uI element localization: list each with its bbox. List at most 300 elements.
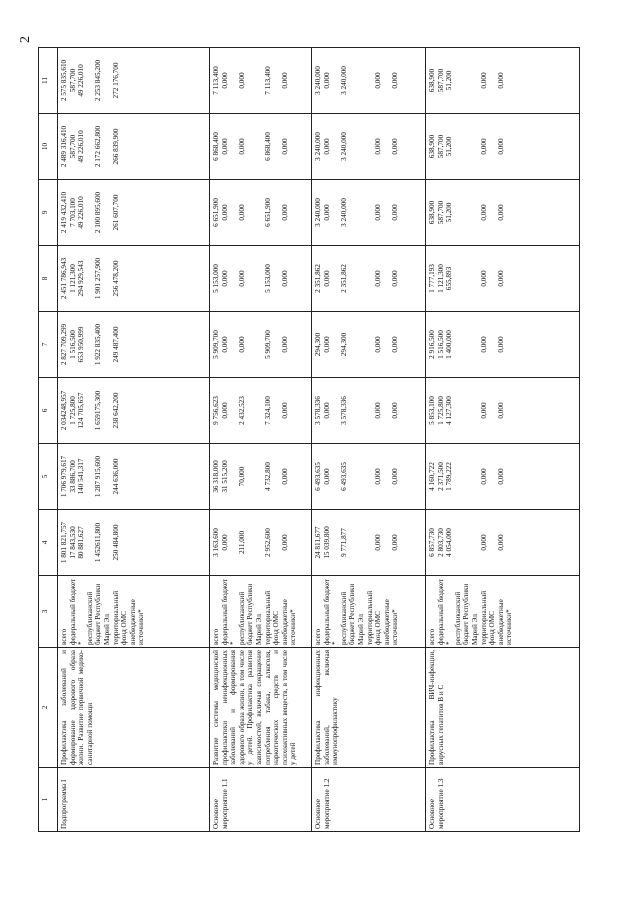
header-col-7: 7	[39, 312, 58, 378]
amount-value: 2 952,600	[263, 528, 272, 557]
funding-source-label: республиканский бюджет Республики Марий Эл	[453, 583, 479, 645]
amount-value: 2 100 895,600	[94, 191, 103, 234]
amount-cell-col9	[426, 180, 580, 246]
amount-value: 0,000	[391, 534, 400, 551]
amount-value: 49 226,010	[77, 130, 86, 163]
amount-value: 266 839,900	[111, 128, 120, 165]
amount-value: 1 452611,800	[94, 522, 103, 563]
funding-source-label: внебюджетные источники*	[280, 599, 298, 645]
amount-value	[246, 512, 255, 573]
header-col-3: 3	[39, 576, 58, 648]
amount-value	[471, 182, 480, 243]
amount-value: 587,700	[68, 68, 77, 93]
amount-value: 0,000	[280, 270, 289, 287]
amount-value	[86, 116, 95, 177]
amount-value	[246, 248, 255, 309]
amount-value: 36 318,000	[212, 460, 220, 493]
amount-value	[272, 446, 281, 507]
amount-value	[255, 182, 264, 243]
amount-value	[229, 116, 238, 177]
amount-value: 0,000	[220, 402, 229, 419]
amount-value: 3 240,000	[339, 66, 348, 95]
amount-value	[383, 512, 392, 573]
header-col-1: 1	[39, 768, 58, 832]
amount-value	[272, 182, 281, 243]
amount-value: 0,000	[237, 138, 246, 155]
amount-value: 294,300	[314, 332, 322, 357]
amount-value: 0,000	[374, 270, 383, 287]
amount-value: 5 853,100	[428, 396, 436, 425]
amount-value: 5 153,000	[263, 264, 272, 293]
amount-value: 4 127,300	[445, 396, 454, 425]
amount-value	[357, 446, 366, 507]
amount-value: 0,000	[280, 72, 289, 89]
amount-value: 5 909,700	[263, 330, 272, 359]
amount-value: 4 054,000	[445, 528, 454, 557]
amount-value	[246, 314, 255, 375]
amount-value	[103, 248, 112, 309]
amount-value	[454, 314, 463, 375]
table-row	[426, 48, 580, 832]
amount-value	[383, 116, 392, 177]
amount-value: 9 771,877	[339, 528, 348, 557]
funding-source-label: всего	[428, 628, 436, 645]
amount-cell-col7	[312, 312, 426, 378]
funding-source-label: внебюджетные источники*	[382, 599, 400, 645]
amount-value	[366, 182, 375, 243]
amount-value: 638,900	[428, 200, 436, 225]
amount-cell-col11	[312, 48, 426, 114]
amount-value	[246, 116, 255, 177]
amount-value	[471, 512, 480, 573]
amount-cell-col9	[58, 180, 210, 246]
amount-value: 0,000	[479, 204, 488, 221]
amount-value	[357, 314, 366, 375]
amount-value	[246, 50, 255, 111]
amount-value: 0,000	[237, 336, 246, 353]
amount-value: 0,000	[220, 204, 229, 221]
amount-value: 1 121,300	[436, 264, 445, 293]
amount-value: 2 575 835,610	[60, 59, 68, 102]
amount-value: 3 240,000	[339, 198, 348, 227]
amount-cell-col5	[210, 444, 312, 510]
amount-value	[103, 446, 112, 507]
table-row	[210, 48, 312, 832]
amount-value	[255, 116, 264, 177]
amount-value	[366, 50, 375, 111]
amount-value	[246, 446, 255, 507]
amount-value: 7 324,100	[263, 396, 272, 425]
amount-value: 587,700	[436, 68, 445, 93]
header-col-2: 2	[39, 648, 58, 768]
amount-value: 249 487,400	[111, 326, 120, 363]
row-description	[426, 648, 580, 768]
amount-value	[348, 380, 357, 441]
funding-source-label: федеральный бюджет *	[68, 578, 86, 645]
amount-value: 7 703,100	[68, 198, 77, 227]
amount-value: 70,000	[237, 466, 246, 487]
amount-value	[103, 314, 112, 375]
amount-value	[103, 512, 112, 573]
amount-value	[471, 446, 480, 507]
amount-value	[462, 512, 471, 573]
amount-value	[331, 50, 340, 111]
amount-cell-col10	[210, 114, 312, 180]
amount-value: 2 172 662,800	[94, 125, 103, 168]
amount-cell-col7	[210, 312, 312, 378]
amount-value	[462, 50, 471, 111]
row-name-text: Основное мероприятие 1.1	[212, 778, 229, 829]
page-number: 2	[18, 36, 33, 43]
amount-value	[255, 380, 264, 441]
amount-value	[488, 116, 497, 177]
amount-value: 17 843,530	[68, 526, 77, 559]
amount-value: 0,000	[479, 534, 488, 551]
amount-value	[454, 380, 463, 441]
amount-value	[471, 380, 480, 441]
amount-value	[454, 248, 463, 309]
amount-value	[86, 446, 95, 507]
amount-cell-col4	[210, 510, 312, 576]
amount-value	[86, 380, 95, 441]
amount-value: 256 478,200	[111, 260, 120, 297]
row-name-text: Подпрограмма I	[60, 779, 68, 829]
amount-value: 3 163,600	[212, 528, 220, 557]
amount-value	[348, 446, 357, 507]
amount-value	[86, 248, 95, 309]
amount-value: 250 484,800	[111, 524, 120, 561]
amount-value	[366, 116, 375, 177]
row-description-text: Профилактика заболеваний и формирование здорового образа жизни. Развитие первичной медико-санитарной помощи	[60, 650, 94, 765]
funding-source-label: территориальный фонд ОМС	[263, 590, 281, 645]
amount-value: 244 636,000	[111, 458, 120, 495]
amount-value: 7 113,400	[263, 66, 272, 95]
amount-value: 6 868,400	[263, 132, 272, 161]
row-description-text: Профилактика инфекционных заболеваний, включая иммунопрофилактику	[314, 650, 340, 765]
funding-source-label: республиканский бюджет Республики Марий Эл	[85, 583, 111, 645]
amount-value: 0,000	[322, 204, 331, 221]
amount-value: 124 705,657	[77, 392, 86, 429]
amount-value: 1 725,800	[436, 396, 445, 425]
amount-value: 0,000	[374, 534, 383, 551]
amount-value: 0,000	[391, 402, 400, 419]
amount-value: 587,700	[436, 134, 445, 159]
amount-value: 80 881,627	[77, 526, 86, 559]
amount-value	[488, 446, 497, 507]
amount-value	[357, 248, 366, 309]
amount-cell-col4	[312, 510, 426, 576]
funding-sources	[426, 576, 580, 648]
amount-value: 0,000	[322, 270, 331, 287]
amount-value: 0,000	[496, 534, 505, 551]
amount-value: 3 578,336	[314, 396, 322, 425]
amount-value: 0,000	[374, 468, 383, 485]
amount-value: 0,000	[280, 336, 289, 353]
amount-value	[488, 314, 497, 375]
amount-value: 0,000	[496, 402, 505, 419]
amount-value: 9 756,623	[212, 396, 220, 425]
amount-value	[246, 380, 255, 441]
amount-value: 261 607,700	[111, 194, 120, 231]
funding-sources	[58, 576, 210, 648]
amount-value	[229, 50, 238, 111]
amount-value: 7 113,400	[212, 66, 220, 95]
amount-value: 0,000	[322, 138, 331, 155]
row-name-text: Основное мероприятие 1.2	[314, 778, 331, 829]
amount-value	[229, 380, 238, 441]
amount-value	[272, 50, 281, 111]
amount-value	[103, 380, 112, 441]
amount-value: 1 516,500	[436, 330, 445, 359]
amount-value: 49 226,010	[77, 196, 86, 229]
budget-table	[38, 47, 580, 832]
amount-cell-col8	[426, 246, 580, 312]
amount-value: 0,000	[322, 468, 331, 485]
header-col-4: 4	[39, 510, 58, 576]
amount-value	[454, 50, 463, 111]
funding-source-label: территориальный фонд ОМС	[365, 590, 383, 645]
row-name	[426, 768, 580, 832]
amount-cell-col8	[210, 246, 312, 312]
amount-value: 0,000	[220, 336, 229, 353]
amount-cell-col11	[58, 48, 210, 114]
amount-value	[488, 50, 497, 111]
amount-value	[272, 248, 281, 309]
amount-value: 31 515,200	[220, 460, 229, 493]
amount-cell-col5	[312, 444, 426, 510]
amount-value: 0,000	[479, 468, 488, 485]
amount-value: 655,893	[445, 266, 454, 291]
amount-cell-col5	[58, 444, 210, 510]
amount-value	[462, 182, 471, 243]
amount-value: 3 240,000	[314, 132, 322, 161]
amount-value: 2 351,862	[339, 264, 348, 293]
amount-value	[86, 182, 95, 243]
amount-value	[348, 512, 357, 573]
amount-value	[454, 182, 463, 243]
amount-value	[462, 446, 471, 507]
amount-value: 1 121,300	[68, 264, 77, 293]
amount-value	[331, 446, 340, 507]
amount-value: 0,000	[391, 468, 400, 485]
amount-value	[366, 512, 375, 573]
amount-value: 0,000	[322, 336, 331, 353]
amount-value	[272, 380, 281, 441]
amount-value	[103, 116, 112, 177]
amount-value: 3 240,000	[339, 132, 348, 161]
amount-value	[229, 314, 238, 375]
amount-value: 0,000	[220, 534, 229, 551]
amount-value	[255, 446, 264, 507]
amount-cell-col6	[312, 378, 426, 444]
amount-value	[103, 50, 112, 111]
amount-value	[471, 50, 480, 111]
amount-value	[383, 50, 392, 111]
amount-value: 0,000	[374, 402, 383, 419]
amount-value: 653 950,999	[77, 326, 86, 363]
funding-source-label: территориальный фонд ОМС	[479, 590, 497, 645]
row-name	[58, 768, 210, 832]
amount-value	[86, 512, 95, 573]
amount-value	[462, 248, 471, 309]
header-col-11: 11	[39, 48, 58, 114]
amount-value	[383, 380, 392, 441]
amount-value: 6 651,900	[263, 198, 272, 227]
funding-source-label: внебюджетные источники*	[128, 599, 146, 645]
amount-value: 2 351,862	[314, 264, 322, 293]
amount-value	[383, 314, 392, 375]
amount-cell-col7	[426, 312, 580, 378]
amount-value: 0,000	[479, 138, 488, 155]
amount-value: 0,000	[280, 402, 289, 419]
amount-value	[383, 248, 392, 309]
amount-value	[488, 182, 497, 243]
funding-source-label: всего	[60, 628, 68, 645]
amount-value: 0,000	[496, 204, 505, 221]
amount-value	[357, 380, 366, 441]
amount-value: 2 451 786,943	[60, 257, 68, 300]
amount-value: 5 909,700	[212, 330, 220, 359]
amount-cell-col6	[426, 378, 580, 444]
amount-value: 15 039,800	[322, 526, 331, 559]
amount-cell-col8	[58, 246, 210, 312]
amount-value	[454, 116, 463, 177]
amount-value: 3 240,000	[314, 198, 322, 227]
header-col-9: 9	[39, 180, 58, 246]
amount-value: 0,000	[374, 204, 383, 221]
amount-value	[383, 182, 392, 243]
amount-cell-col7	[58, 312, 210, 378]
amount-cell-col4	[58, 510, 210, 576]
amount-cell-col11	[426, 48, 580, 114]
amount-value: 0,000	[220, 270, 229, 287]
amount-value: 0,000	[374, 336, 383, 353]
amount-value	[103, 182, 112, 243]
amount-value: 211,000	[237, 530, 246, 555]
amount-value: 3 240,000	[314, 66, 322, 95]
amount-value	[331, 380, 340, 441]
amount-value	[246, 182, 255, 243]
amount-value	[366, 446, 375, 507]
amount-value: 1 287 915,600	[94, 455, 103, 498]
amount-value: 5 153,000	[212, 264, 220, 293]
amount-cell-col11	[210, 48, 312, 114]
amount-cell-col6	[210, 378, 312, 444]
amount-value	[331, 116, 340, 177]
amount-value: 2 489 316,410	[60, 125, 68, 168]
funding-sources	[210, 576, 312, 648]
header-row	[39, 48, 58, 832]
amount-value: 0,000	[391, 270, 400, 287]
amount-value: 0,000	[374, 72, 383, 89]
amount-value	[366, 314, 375, 375]
amount-value: 0,000	[220, 72, 229, 89]
amount-value: 1 516,500	[68, 330, 77, 359]
funding-source-label: федеральный бюджет *	[220, 578, 238, 645]
amount-value: 0,000	[479, 402, 488, 419]
amount-value	[229, 182, 238, 243]
amount-value: 0,000	[479, 336, 488, 353]
amount-value	[357, 182, 366, 243]
amount-value: 51,200	[445, 70, 454, 91]
amount-value: 1 901 257,900	[94, 257, 103, 300]
amount-value: 1 801 821,757	[60, 521, 68, 564]
amount-value: 2 419 432,410	[60, 191, 68, 234]
amount-value: 1 777,193	[428, 264, 436, 293]
amount-value: 0,000	[280, 468, 289, 485]
funding-source-label: республиканский бюджет Республики Марий Эл	[237, 583, 263, 645]
row-description	[312, 648, 426, 768]
funding-source-label: федеральный бюджет *	[322, 578, 340, 645]
amount-value	[229, 512, 238, 573]
amount-value: 0,000	[280, 534, 289, 551]
amount-value	[462, 116, 471, 177]
amount-value: 33 886,700	[68, 460, 77, 493]
funding-source-label: всего	[314, 628, 322, 645]
amount-value	[471, 248, 480, 309]
amount-cell-col8	[312, 246, 426, 312]
row-name	[312, 768, 426, 832]
amount-value	[488, 380, 497, 441]
amount-value	[462, 314, 471, 375]
amount-value	[366, 380, 375, 441]
table-row	[312, 48, 426, 832]
amount-value: 1 789,222	[445, 462, 454, 491]
amount-value: 51,200	[445, 136, 454, 157]
amount-value: 638,900	[428, 134, 436, 159]
amount-value	[471, 116, 480, 177]
amount-value: 272 176,700	[111, 62, 120, 99]
amount-value	[348, 314, 357, 375]
amount-value	[229, 248, 238, 309]
funding-source-label: всего	[212, 628, 220, 645]
amount-cell-col10	[312, 114, 426, 180]
amount-value: 638,900	[428, 68, 436, 93]
amount-value	[454, 512, 463, 573]
amount-cell-col4	[426, 510, 580, 576]
header-col-6: 6	[39, 378, 58, 444]
amount-value: 2 034248,957	[60, 390, 68, 431]
header-col-5: 5	[39, 444, 58, 510]
amount-value: 0,000	[496, 72, 505, 89]
amount-value	[357, 50, 366, 111]
amount-value: 0,000	[496, 270, 505, 287]
amount-value: 1 400,000	[445, 330, 454, 359]
amount-value	[357, 116, 366, 177]
row-name	[210, 768, 312, 832]
amount-value: 6 651,900	[212, 198, 220, 227]
amount-value: 0,000	[496, 468, 505, 485]
amount-cell-col9	[210, 180, 312, 246]
amount-cell-col10	[58, 114, 210, 180]
amount-value	[229, 446, 238, 507]
amount-value	[471, 314, 480, 375]
amount-value: 1 922 835,400	[94, 323, 103, 366]
amount-value: 6 868,400	[212, 132, 220, 161]
amount-value: 6 493,635	[339, 462, 348, 491]
amount-value: 2 803,730	[436, 528, 445, 557]
amount-value	[255, 248, 264, 309]
amount-value: 0,000	[280, 204, 289, 221]
row-description-text: Развитие системы медицинской профилактики неинфекционных заболеваний и формирования здорового образа жизни, в том числе у детей. Профилактика развития зависимостей, включая сокращение потребления табака, алкоголя, наркотических средств и психоактивных веществ, в том числе у детей	[212, 650, 298, 765]
amount-value	[348, 248, 357, 309]
amount-value: 2 432,523	[237, 396, 246, 425]
row-description-text: Профилактика ВИЧ-инфекции, вирусных гепатитов В и С	[428, 650, 445, 765]
amount-value: 2 827 709,299	[60, 323, 68, 366]
amount-value: 0,000	[391, 336, 400, 353]
amount-value	[255, 50, 264, 111]
amount-value: 49 226,010	[77, 64, 86, 97]
